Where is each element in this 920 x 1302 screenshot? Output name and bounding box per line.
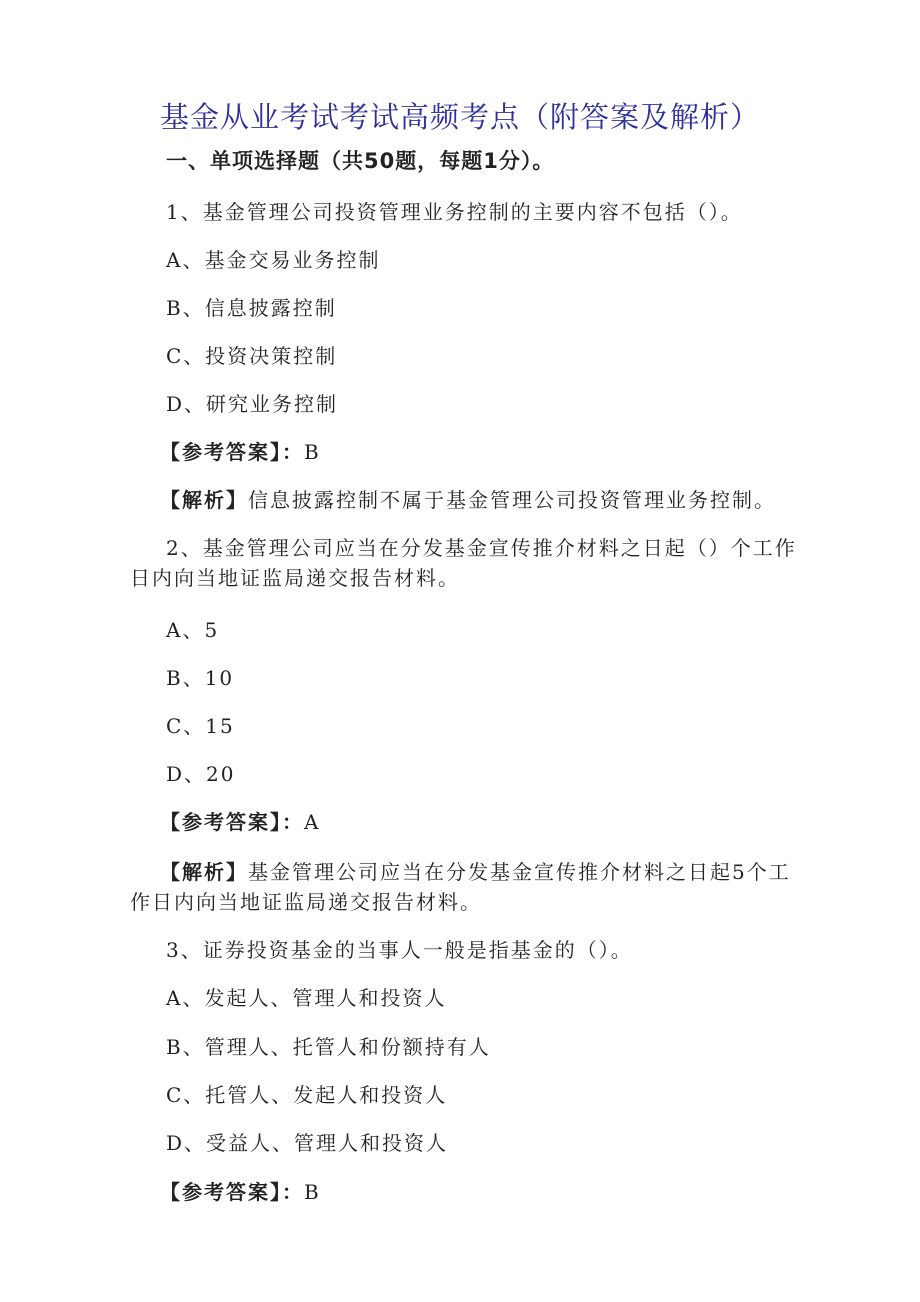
question-3-option-c: C、托管人、发起人和投资人 <box>166 1083 448 1107</box>
question-1-analysis <box>160 485 776 515</box>
document-title: 基金从业考试考试高频考点（附答案及解析） <box>159 100 760 134</box>
question-2-option-a: A、5 <box>166 618 220 642</box>
question-2-option-b: B、10 <box>166 666 235 690</box>
analysis-label: 【解析】 <box>160 488 248 512</box>
analysis-text: 基金管理公司应当在分发基金宣传推介材料之日起5个工作日内向当地证监局递交报告材料。 <box>130 860 791 914</box>
answer-value: B <box>304 440 321 464</box>
question-3-answer <box>160 1177 321 1207</box>
analysis-text: 信息披露控制不属于基金管理公司投资管理业务控制。 <box>248 488 776 512</box>
section-heading: 一、单项选择题（共50题，每题1分）。 <box>166 149 555 173</box>
question-1-option-c: C、投资决策控制 <box>166 344 338 368</box>
answer-label: 【参考答案】： <box>160 440 304 464</box>
answer-label: 【参考答案】： <box>160 810 304 834</box>
analysis-label: 【解析】 <box>160 860 248 884</box>
question-2-analysis <box>130 857 810 917</box>
question-3-option-b: B、管理人、托管人和份额持有人 <box>166 1035 491 1059</box>
answer-label: 【参考答案】： <box>160 1180 304 1204</box>
question-1-option-b: B、信息披露控制 <box>166 296 337 320</box>
question-2-stem: 2、基金管理公司应当在分发基金宣传推介材料之日起（）个工作日内向当地证监局递交报告材料。 <box>130 536 797 590</box>
question-1-option-d: D、研究业务控制 <box>166 392 339 416</box>
answer-value: A <box>304 810 321 834</box>
question-1-answer <box>160 437 321 467</box>
question-2-option-c: C、15 <box>166 714 235 738</box>
answer-value: B <box>304 1180 321 1204</box>
question-3-option-a: A、发起人、管理人和投资人 <box>166 986 447 1010</box>
question-2-answer <box>160 807 320 837</box>
question-1-option-a: A、基金交易业务控制 <box>166 248 381 272</box>
question-1-stem: 1、基金管理公司投资管理业务控制的主要内容不包括（）。 <box>166 200 743 224</box>
question-3-option-d: D、受益人、管理人和投资人 <box>166 1131 449 1155</box>
question-3-stem: 3、证券投资基金的当事人一般是指基金的（）。 <box>166 938 633 962</box>
question-2-option-d: D、20 <box>166 762 236 786</box>
